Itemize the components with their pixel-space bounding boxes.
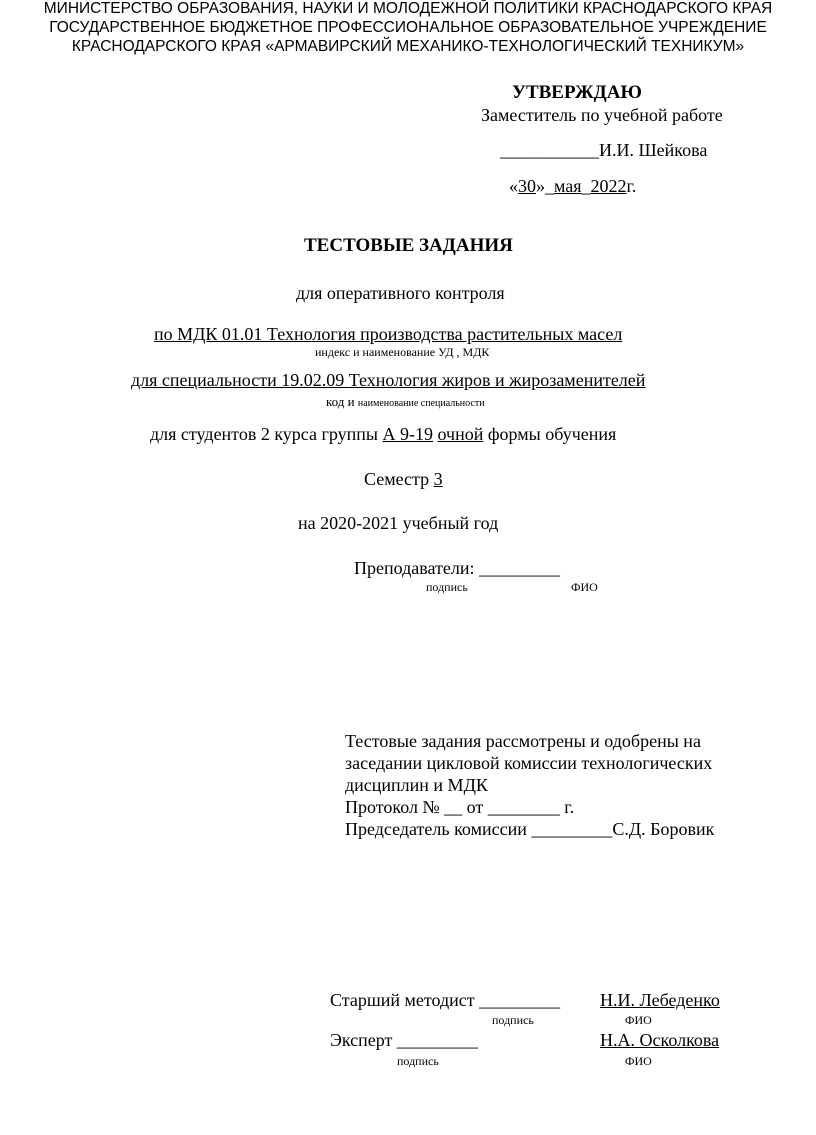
teachers-label: Преподаватели: _________: [354, 558, 561, 578]
teachers-caption-name: ФИО: [571, 580, 598, 594]
approval-date: [509, 176, 636, 197]
semester-value: 3: [433, 469, 443, 489]
students-form: очной: [437, 424, 484, 444]
methodist-caption-signature: подпись: [492, 1013, 534, 1027]
commission-chair: [345, 819, 714, 840]
commission-protocol: Протокол № __ от ________ г.: [345, 797, 575, 817]
students-prefix: для студентов 2 курса группы: [150, 424, 383, 444]
methodist-name: Н.И. Лебеденко: [600, 990, 720, 1010]
specialty-caption-code: код и: [326, 394, 358, 409]
expert-name: Н.А. Осколкова: [600, 1030, 720, 1050]
discipline-caption: индекс и наименование УД , МДК: [315, 345, 490, 359]
expert-caption-signature: подпись: [397, 1054, 439, 1068]
ministry-header-line3: КРАСНОДАРСКОГО КРАЯ «АРМАВИРСКИЙ МЕХАНИКО-ТЕХНОЛОГИЧЕСКИЙ ТЕХНИКУМ»: [71, 38, 745, 55]
academic-year: на 2020-2021 учебный год: [298, 513, 499, 533]
expert-label: Эксперт _________: [330, 1030, 478, 1050]
approval-name: И.И. Шейкова: [599, 140, 708, 160]
students-group: А 9-19: [382, 424, 434, 444]
commission-line2: заседании цикловой комиссии технологических: [345, 753, 713, 773]
commission-chair-label: Председатель комиссии _________: [345, 819, 613, 839]
methodist-caption-name: ФИО: [625, 1013, 652, 1027]
commission-line1: Тестовые задания рассмотрены и одобрены на: [345, 731, 701, 751]
specialty-line: для специальности 19.02.09 Технология жиров и жирозаменителей: [131, 370, 646, 390]
semester-label: Семестр: [364, 469, 434, 489]
date-close: »_: [536, 176, 554, 196]
specialty-caption: [326, 393, 485, 411]
date-day: 30: [518, 176, 536, 196]
expert-caption-name: ФИО: [625, 1054, 652, 1068]
commission-chair-name: С.Д. Боровик: [612, 819, 715, 839]
date-month: мая: [554, 176, 582, 196]
methodist-label: Старший методист _________: [330, 990, 561, 1010]
document-title: ТЕСТОВЫЕ ЗАДАНИЯ: [304, 235, 513, 256]
students-line: [150, 424, 616, 445]
date-suffix: г.: [626, 176, 637, 196]
date-year: 2022: [590, 176, 627, 196]
date-open-quote: «: [509, 176, 518, 196]
date-sep: _: [581, 176, 591, 196]
commission-line3: дисциплин и МДК: [345, 775, 488, 795]
approval-title: УТВЕРЖДАЮ: [512, 82, 642, 103]
approval-signature: [500, 140, 707, 161]
approval-position: Заместитель по учебной работе: [481, 105, 723, 125]
discipline-line: по МДК 01.01 Технология производства растительных масел: [154, 324, 623, 344]
teachers-caption-signature: подпись: [426, 580, 468, 594]
ministry-header-line2: ГОСУДАРСТВЕННОЕ БЮДЖЕТНОЕ ПРОФЕССИОНАЛЬНОЕ ОБРАЗОВАТЕЛЬНОЕ УЧРЕЖДЕНИЕ: [49, 19, 767, 36]
approval-signature-line: ___________: [500, 140, 599, 160]
specialty-caption-name: наименование специальности: [357, 398, 485, 409]
document-purpose: для оперативного контроля: [296, 283, 505, 303]
ministry-header-line1: МИНИСТЕРСТВО ОБРАЗОВАНИЯ, НАУКИ И МОЛОДЕЖНОЙ ПОЛИТИКИ КРАСНОДАРСКОГО КРАЯ: [43, 0, 773, 17]
students-suffix: формы обучения: [483, 424, 617, 444]
semester-line: [364, 469, 443, 490]
